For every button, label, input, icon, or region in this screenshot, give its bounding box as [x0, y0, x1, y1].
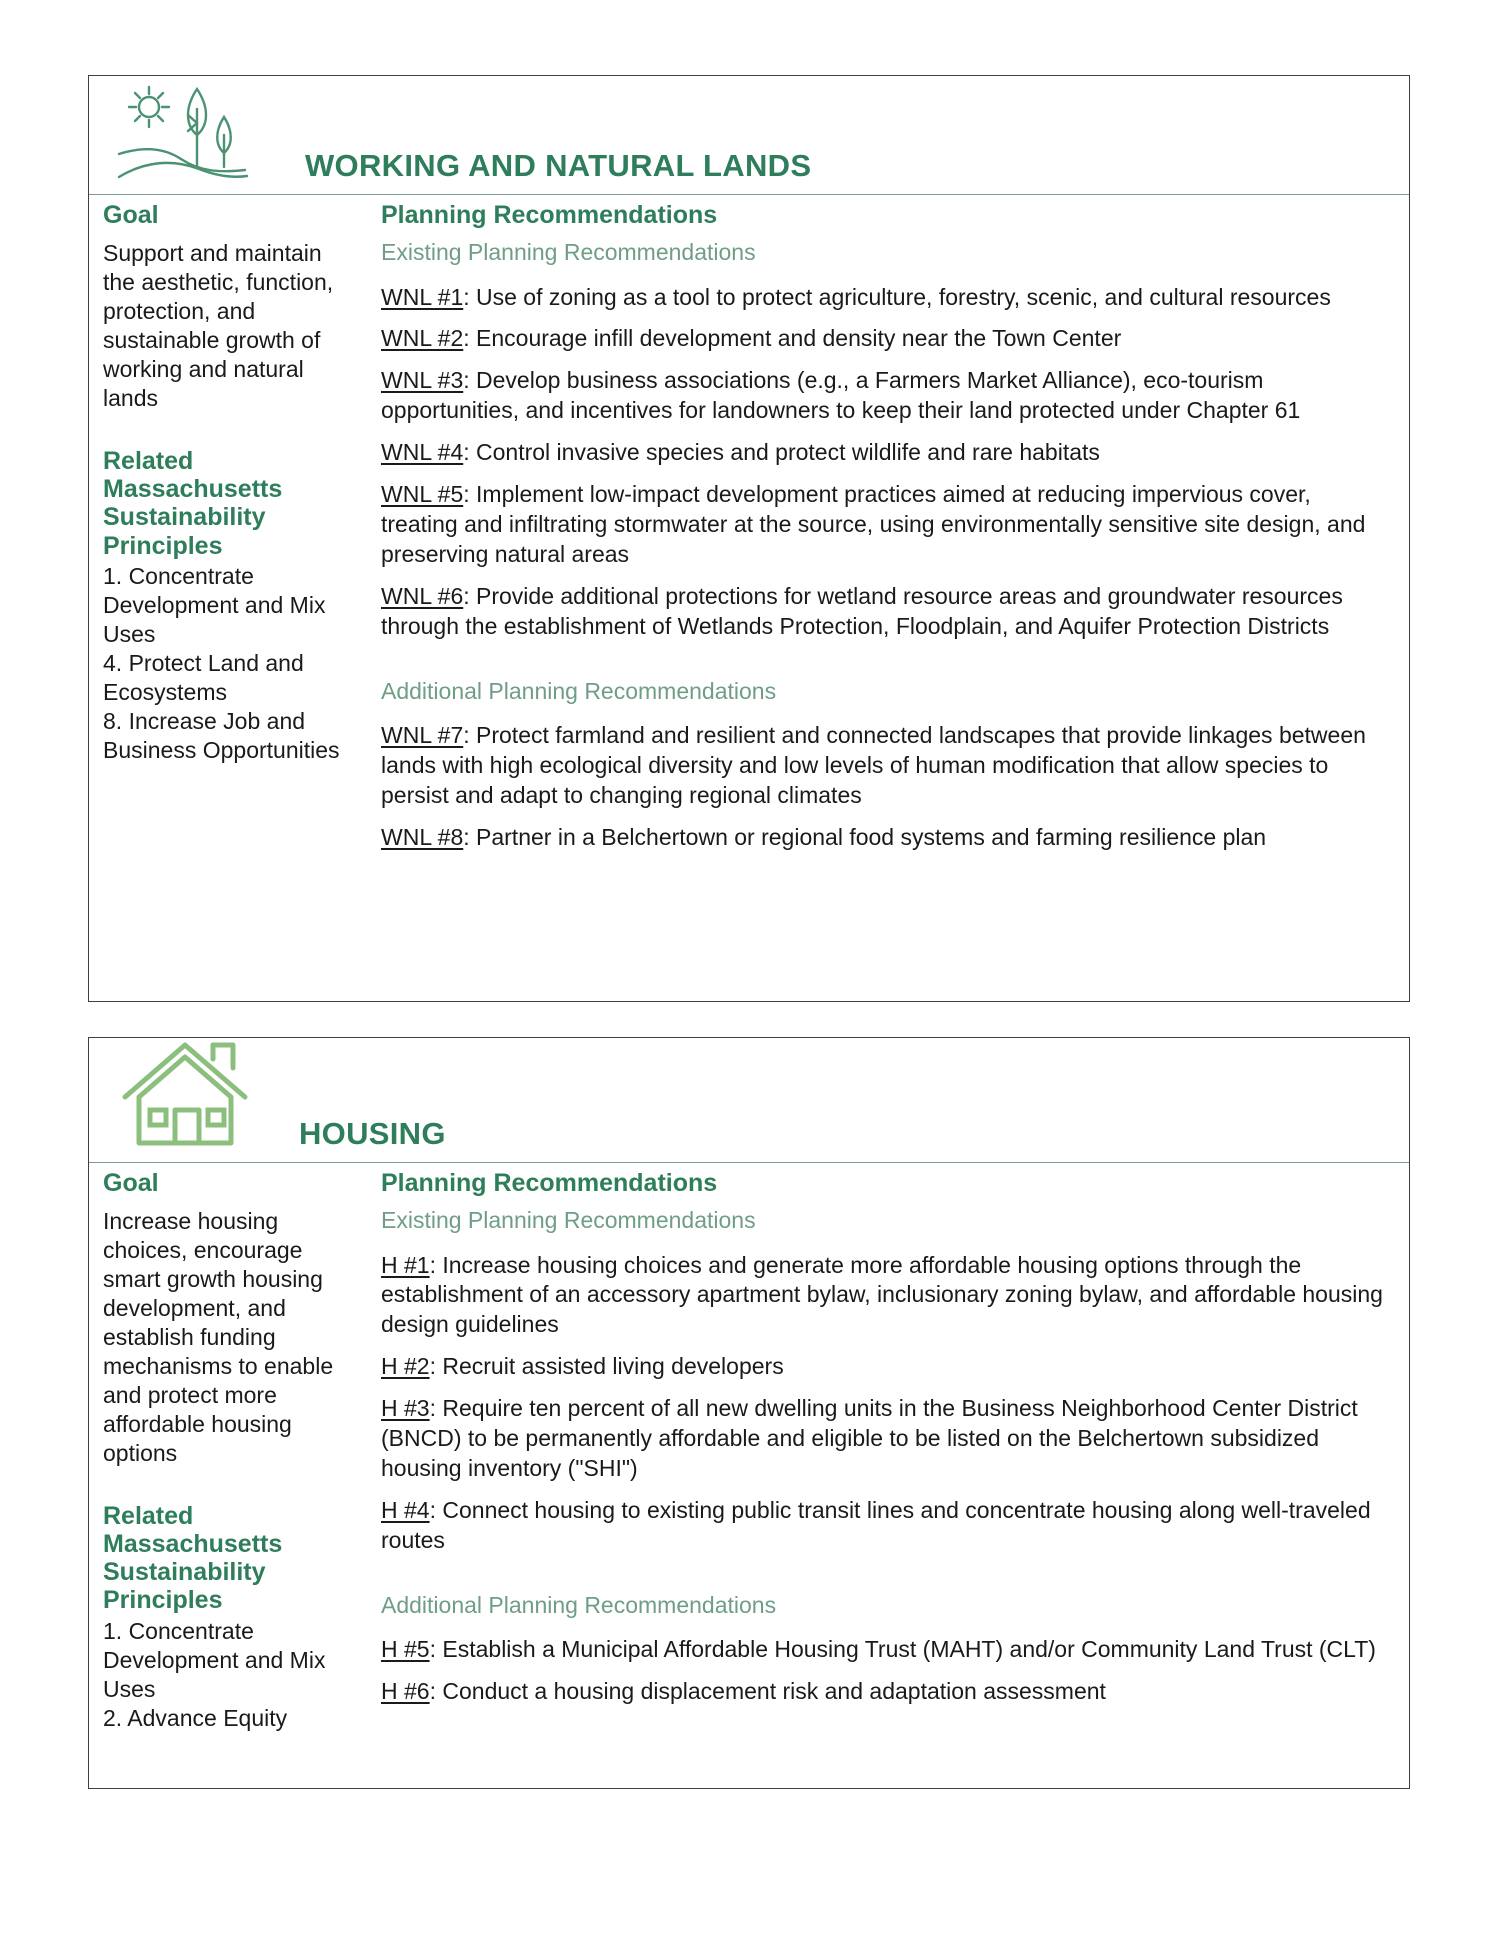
sun-tree-field-icon [111, 75, 301, 192]
recommendation-id: H #4 [381, 1496, 430, 1523]
recommendations-column [361, 1163, 1409, 1743]
principle-item: 4. Protect Land and Ecosystems [103, 649, 304, 705]
recommendation-id: H #5 [381, 1636, 430, 1663]
principles-list [103, 1617, 349, 1733]
recommendation-text: : Protect farmland and resilient and connected landscapes that provide linkages between lands with high ecological diversity and low levels of human modification that allow species to persist and adapt to changing regional climates [381, 722, 1366, 808]
recommendations-heading: Planning Recommendations [381, 201, 718, 229]
recommendation-id: H #2 [381, 1353, 430, 1380]
recommendation-text: : Recruit assisted living developers [429, 1353, 784, 1380]
additional-recommendations-heading: Additional Planning Recommendations [381, 1591, 777, 1618]
recommendation-item [381, 1496, 1387, 1556]
recommendation-item [381, 721, 1387, 811]
recommendation-item [381, 324, 1387, 354]
recommendation-text: : Partner in a Belchertown or regional food systems and farming resilience plan [463, 823, 1267, 850]
principles-list [103, 562, 349, 765]
recommendation-item [381, 1251, 1387, 1341]
principle-item: 1. Concentrate Development and Mix Uses [103, 562, 326, 647]
recommendations-heading: Planning Recommendations [381, 1169, 718, 1197]
section-banner [89, 76, 1409, 195]
principles-heading: Related Massachusetts Sustainability Principles [103, 446, 283, 560]
section-body [89, 195, 1409, 863]
recommendation-id: H #1 [381, 1251, 430, 1278]
recommendation-text: : Implement low-impact development practices aimed at reducing impervious cover, treating and infiltrating stormwater at the source, using environmentally sensitive site design, and preserving natural areas [381, 481, 1366, 567]
recommendation-text: : Develop business associations (e.g., a Farmers Market Alliance), eco-tourism opportunities, and incentives for landowners to keep their land protected under Chapter 61 [381, 367, 1301, 424]
house-icon [117, 1037, 267, 1160]
goal-text: Support and maintain the aesthetic, function, protection, and sustainable growth of working and natural lands [103, 240, 334, 411]
goal-column [89, 195, 361, 863]
recommendation-id: WNL #5 [381, 481, 464, 508]
recommendation-text: : Conduct a housing displacement risk and adaptation assessment [429, 1678, 1106, 1705]
recommendation-id: WNL #7 [381, 722, 464, 749]
recommendation-item [381, 480, 1387, 570]
recommendation-id: WNL #3 [381, 367, 464, 394]
recommendation-text: : Require ten percent of all new dwelling units in the Business Neighborhood Center District (BNCD) to be permanently affordable and eligible to be listed on the Belchertown subsidized housing inventory ("SHI") [381, 1395, 1358, 1481]
additional-recommendations-heading: Additional Planning Recommendations [381, 677, 777, 704]
recommendation-id: WNL #8 [381, 823, 464, 850]
principle-item: 2. Advance Equity [103, 1704, 288, 1731]
recommendation-text: : Control invasive species and protect wildlife and rare habitats [463, 439, 1100, 466]
recommendation-text: : Connect housing to existing public transit lines and concentrate housing along well-traveled routes [381, 1496, 1371, 1553]
recommendation-id: WNL #2 [381, 325, 464, 352]
existing-recommendations-heading: Existing Planning Recommendations [381, 239, 756, 265]
recommendation-item [381, 366, 1387, 426]
recommendation-item [381, 1635, 1387, 1665]
principles-heading: Related Massachusetts Sustainability Principles [103, 1501, 283, 1615]
recommendation-item [381, 1677, 1387, 1707]
section-housing [88, 1037, 1410, 1789]
recommendation-item [381, 582, 1387, 642]
recommendation-item [381, 1394, 1387, 1484]
recommendation-item [381, 283, 1387, 313]
recommendation-item [381, 823, 1387, 853]
recommendation-text: : Encourage infill development and density near the Town Center [463, 325, 1122, 352]
goal-heading: Goal [103, 201, 159, 229]
recommendation-text: : Increase housing choices and generate more affordable housing options through the establishment of an accessory apartment bylaw, inclusionary zoning bylaw, and affordable housing design guidelines [381, 1251, 1383, 1338]
recommendation-text: : Provide additional protections for wetland resource areas and groundwater resources through the establishment of Wetlands Protection, Floodplain, and Aquifer Protection Districts [381, 582, 1343, 639]
section-banner [89, 1038, 1409, 1163]
goal-column [89, 1163, 361, 1743]
recommendations-column [361, 195, 1409, 863]
recommendation-id: H #3 [381, 1395, 430, 1422]
recommendation-id: WNL #6 [381, 582, 464, 609]
recommendation-item [381, 1352, 1387, 1382]
section-title: WORKING AND NATURAL LANDS [305, 148, 812, 183]
section-title: HOUSING [299, 1116, 446, 1151]
recommendation-text: : Establish a Municipal Affordable Housing Trust (MAHT) and/or Community Land Trust (CLT) [429, 1636, 1376, 1663]
principle-item: 1. Concentrate Development and Mix Uses [103, 1617, 326, 1702]
principle-item: 8. Increase Job and Business Opportunities [103, 707, 340, 763]
recommendation-text: : Use of zoning as a tool to protect agriculture, forestry, scenic, and cultural resources [463, 283, 1331, 310]
recommendation-item [381, 438, 1387, 468]
recommendation-id: WNL #1 [381, 283, 464, 310]
recommendation-id: H #6 [381, 1678, 430, 1705]
goal-text: Increase housing choices, encourage smart growth housing development, and establish funding mechanisms to enable and protect more affordable housing options [103, 1208, 334, 1466]
existing-recommendations-heading: Existing Planning Recommendations [381, 1207, 756, 1233]
goal-heading: Goal [103, 1169, 159, 1197]
section-body [89, 1163, 1409, 1743]
recommendation-id: WNL #4 [381, 439, 464, 466]
section-working-and-natural-lands [88, 75, 1410, 1002]
